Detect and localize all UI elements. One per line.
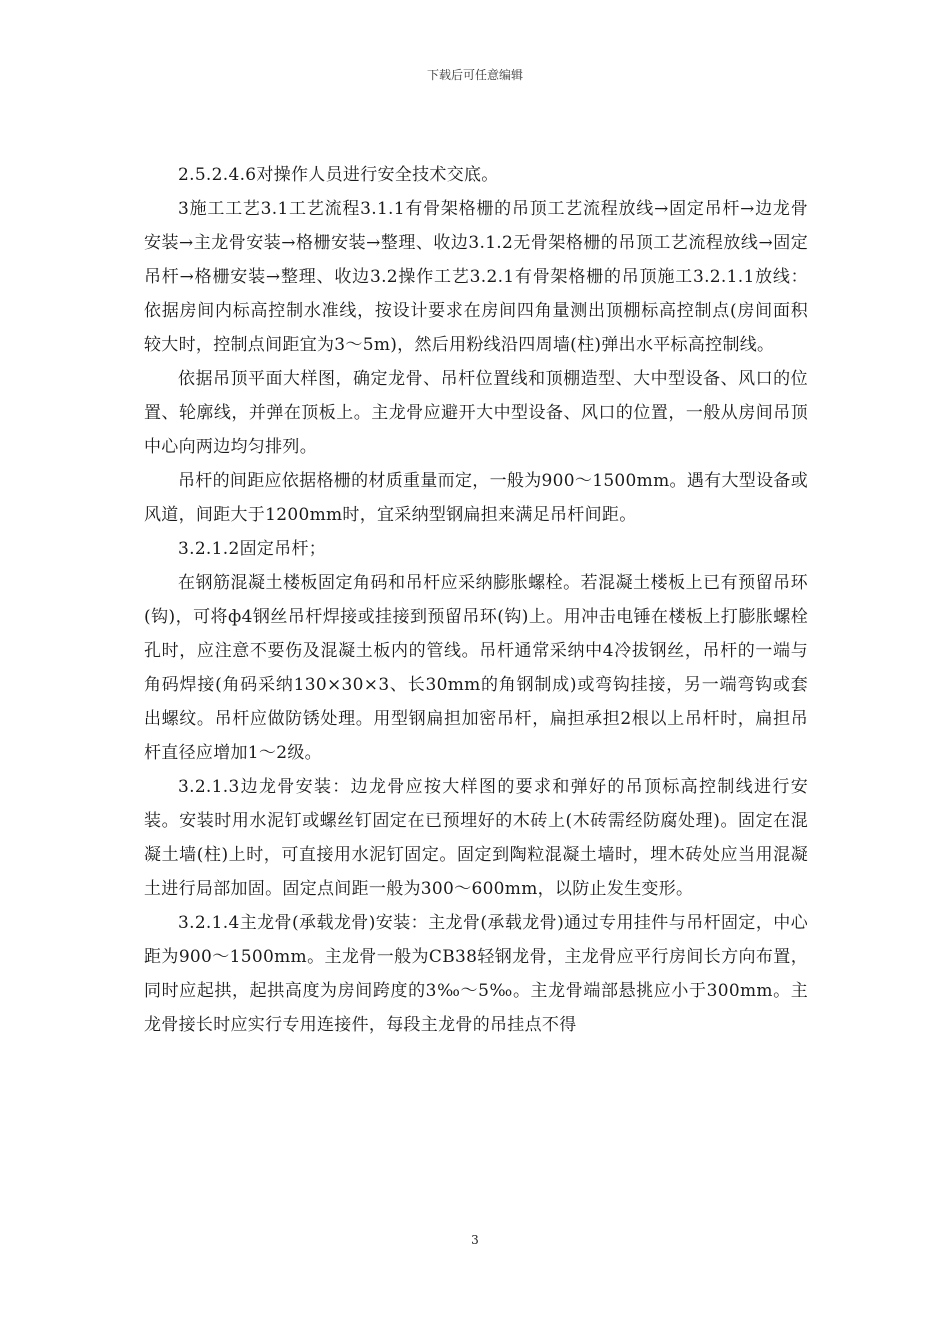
document-body [144,158,808,1042]
paragraph: 在钢筋混凝土楼板固定角码和吊杆应采纳膨胀螺栓。若混凝土楼板上已有预留吊环(钩)，可将ф4钢丝吊杆焊接或挂接到预留吊环(钩)上。用冲击电锤在楼板上打膨胀螺栓孔时，应注意不要伤及混凝土板内的管线。吊杆通常采纳中4冷拔钢丝，吊杆的一端与角码焊接(角码采纳130×30×3、长30mm的角钢制成)或弯钩挂接，另一端弯钩或套出螺纹。吊杆应做防锈处理。用型钢扁担加密吊杆，扁担承担2根以上吊杆时，扁担吊杆直径应增加1～2级。 [144,573,808,763]
page-number: 3 [471,1233,479,1247]
paragraph: 依据吊顶平面大样图，确定龙骨、吊杆位置线和顶棚造型、大中型设备、风口的位置、轮廓线，并弹在顶板上。主龙骨应避开大中型设备、风口的位置，一般从房间吊顶中心向两边均匀排列。 [144,369,808,457]
paragraph: 吊杆的间距应依据格栅的材质重量而定，一般为900～1500mm。遇有大型设备或风道，间距大于1200mm时，宜采纳型钢扁担来满足吊杆间距。 [144,471,808,525]
paragraph: 3.2.1.2固定吊杆； [178,539,327,559]
paragraph: 3施工工艺3.1工艺流程3.1.1有骨架格栅的吊顶工艺流程放线→固定吊杆→边龙骨安装→主龙骨安装→格栅安装→整理、收边3.1.2无骨架格栅的吊顶工艺流程放线→固定吊杆→格栅安装→整理、收边3.2操作工艺3.2.1有骨架格栅的吊顶施工3.2.1.1放线：依据房间内标高控制水准线，按设计要求在房间四角量测出顶棚标高控制点(房间面积较大时，控制点间距宜为3～5m)，然后用粉线沿四周墙(柱)弹出水平标高控制线。 [144,199,808,355]
page-header: 下载后可任意编辑 [426,68,523,82]
paragraph: 2.5.2.4.6对操作人员进行安全技术交底。 [178,165,499,185]
paragraph: 3.2.1.4主龙骨(承载龙骨)安装：主龙骨(承载龙骨)通过专用挂件与吊杆固定，中心距为900～1500mm。主龙骨一般为CB38轻钢龙骨，主龙骨应平行房间长方向布置，同时应起拱，起拱高度为房间跨度的3‰～5‰。主龙骨端部悬挑应小于300mm。主龙骨接长时应实行专用连接件，每段主龙骨的吊挂点不得 [144,913,808,1035]
paragraph: 3.2.1.3边龙骨安装：边龙骨应按大样图的要求和弹好的吊顶标高控制线进行安装。安装时用水泥钉或螺丝钉固定在已预埋好的木砖上(木砖需经防腐处理)。固定在混凝土墙(柱)上时，可直接用水泥钉固定。固定到陶粒混凝土墙时，埋木砖处应当用混凝土进行局部加固。固定点间距一般为300～600mm，以防止发生变形。 [144,777,808,899]
